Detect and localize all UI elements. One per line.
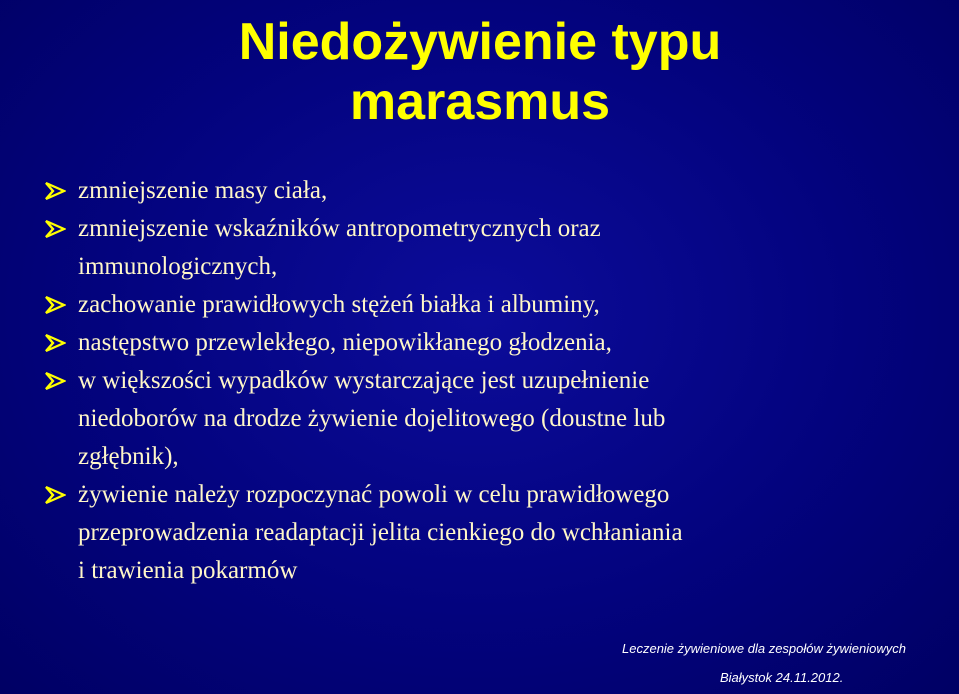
bullet-item xyxy=(44,210,934,286)
bullet-item xyxy=(44,172,934,210)
footer-course-name: Leczenie żywieniowe dla zespołów żywieniowych xyxy=(622,641,906,656)
arrowhead-bullet-icon xyxy=(44,181,66,201)
bullet-line: żywienie należy rozpoczynać powoli w celu prawidłowego xyxy=(78,481,670,508)
bullet-item xyxy=(44,324,934,362)
bullet-item xyxy=(44,286,934,324)
bullet-line: przeprowadzenia readaptacji jelita cienkiego do wchłaniania xyxy=(78,519,683,546)
footer-place-date: Białystok 24.11.2012. xyxy=(720,670,844,685)
title-line-1: Niedożywienie typu xyxy=(238,13,722,71)
bullet-item xyxy=(44,362,934,476)
arrowhead-bullet-icon xyxy=(44,219,66,239)
bullet-line: następstwo przewlekłego, niepowikłanego głodzenia, xyxy=(78,329,612,356)
bullet-line: niedoborów na drodze żywienie dojelitowego (doustne lub xyxy=(78,405,666,432)
arrowhead-bullet-icon xyxy=(44,295,66,315)
arrowhead-bullet-icon xyxy=(44,333,66,353)
bullet-line: i trawienia pokarmów xyxy=(78,557,298,584)
bullet-line: zgłębnik), xyxy=(78,443,179,470)
slide-title xyxy=(60,12,900,132)
bullet-line: immunologicznych, xyxy=(78,253,278,280)
bullet-line: zmniejszenie masy ciała, xyxy=(78,177,328,204)
bullet-list xyxy=(44,172,934,590)
bullet-item xyxy=(44,476,934,590)
arrowhead-bullet-icon xyxy=(44,371,66,391)
arrowhead-bullet-icon xyxy=(44,485,66,505)
bullet-line: w większości wypadków wystarczające jest uzupełnienie xyxy=(78,367,650,394)
title-line-2: marasmus xyxy=(349,73,611,131)
bullet-line: zmniejszenie wskaźników antropometrycznych oraz xyxy=(78,215,601,242)
bullet-line: zachowanie prawidłowych stężeń białka i albuminy, xyxy=(78,291,600,318)
